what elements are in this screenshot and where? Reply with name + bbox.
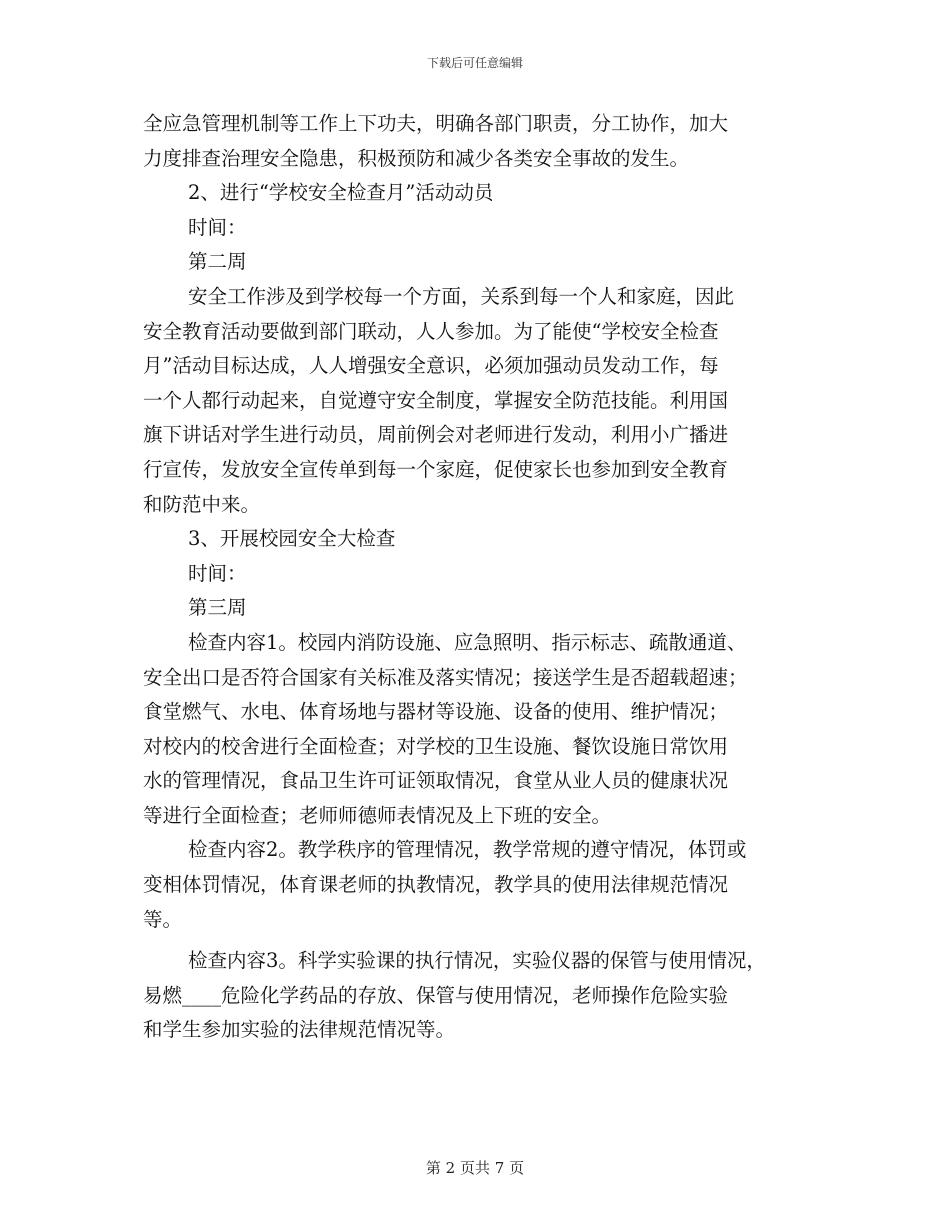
- section-heading: 3、开展校园安全大检查: [188, 527, 396, 551]
- text-line: 和防范中来。: [143, 492, 261, 516]
- text-line: 力度排查治理安全隐患，积极预防和减少各类安全事故的发生。: [143, 146, 690, 170]
- text-line: 对校内的校舍进行全面检查；对学校的卫生设施、餐饮设施日常饮用: [143, 734, 729, 758]
- paragraph-start: 安全工作涉及到学校每一个方面，关系到每一个人和家庭，因此: [188, 284, 735, 308]
- paragraph-start: 检查内容1。校园内消防设施、应急照明、指示标志、疏散通道、: [188, 630, 747, 654]
- text-line: 时间：: [188, 561, 247, 585]
- section-heading: 2、进行“学校安全检查月”活动动员: [188, 181, 494, 205]
- text-line: 安全出口是否符合国家有关标准及落实情况；接送学生是否超载超速；: [143, 665, 748, 689]
- text-line: 一个人都行动起来，自觉遵守安全制度，掌握安全防范技能。利用国: [143, 388, 729, 412]
- text-line: 全应急管理机制等工作上下功夫，明确各部门职责，分工协作，加大: [143, 112, 729, 135]
- page-footer: 第 2 页共 7 页: [425, 1159, 525, 1177]
- text-line: 时间：: [188, 215, 247, 239]
- text-line: 安全教育活动要做到部门联动，人人参加。为了能使“学校安全检查: [143, 319, 719, 343]
- paragraph-start: 检查内容2。教学秩序的管理情况，教学常规的遵守情况，体罚或: [188, 838, 747, 862]
- text-line: 等进行全面检查；老师师德师表情况及上下班的安全。: [143, 803, 612, 827]
- text-line: 月”活动目标达成，人人增强安全意识，必须加强动员发动工作，每: [143, 354, 719, 378]
- text-line: 食堂燃气、水电、体育场地与器材等设施、设备的使用、维护情况；: [143, 700, 729, 724]
- text-line: 等。: [143, 907, 183, 931]
- paragraph-gap: [143, 937, 833, 944]
- text-line: 第三周: [188, 596, 247, 620]
- text-line: 行宣传，发放安全宣传单到每一个家庭，促使家长也参加到安全教育: [143, 457, 729, 481]
- page-header: 下载后可任意编辑: [426, 56, 523, 70]
- text-line: 第二周: [188, 250, 247, 274]
- text-line: 变相体罚情况，体育课老师的执教情况，教学具的使用法律规范情况: [143, 873, 729, 897]
- text-line: 水的管理情况，食品卫生许可证领取情况，食堂从业人员的健康状况: [143, 769, 729, 793]
- document-body: [143, 107, 833, 1048]
- text-line: 旗下讲话对学生进行动员，周前例会对老师进行发动，利用小广播进: [143, 423, 729, 447]
- text-line: 和学生参加实验的法律规范情况等。: [143, 1018, 456, 1042]
- paragraph-start: 检查内容3。科学实验课的执行情况，实验仪器的保管与使用情况，: [188, 949, 766, 973]
- text-line: 易燃____危险化学药品的存放、保管与使用情况，老师操作危险实验: [143, 983, 729, 1007]
